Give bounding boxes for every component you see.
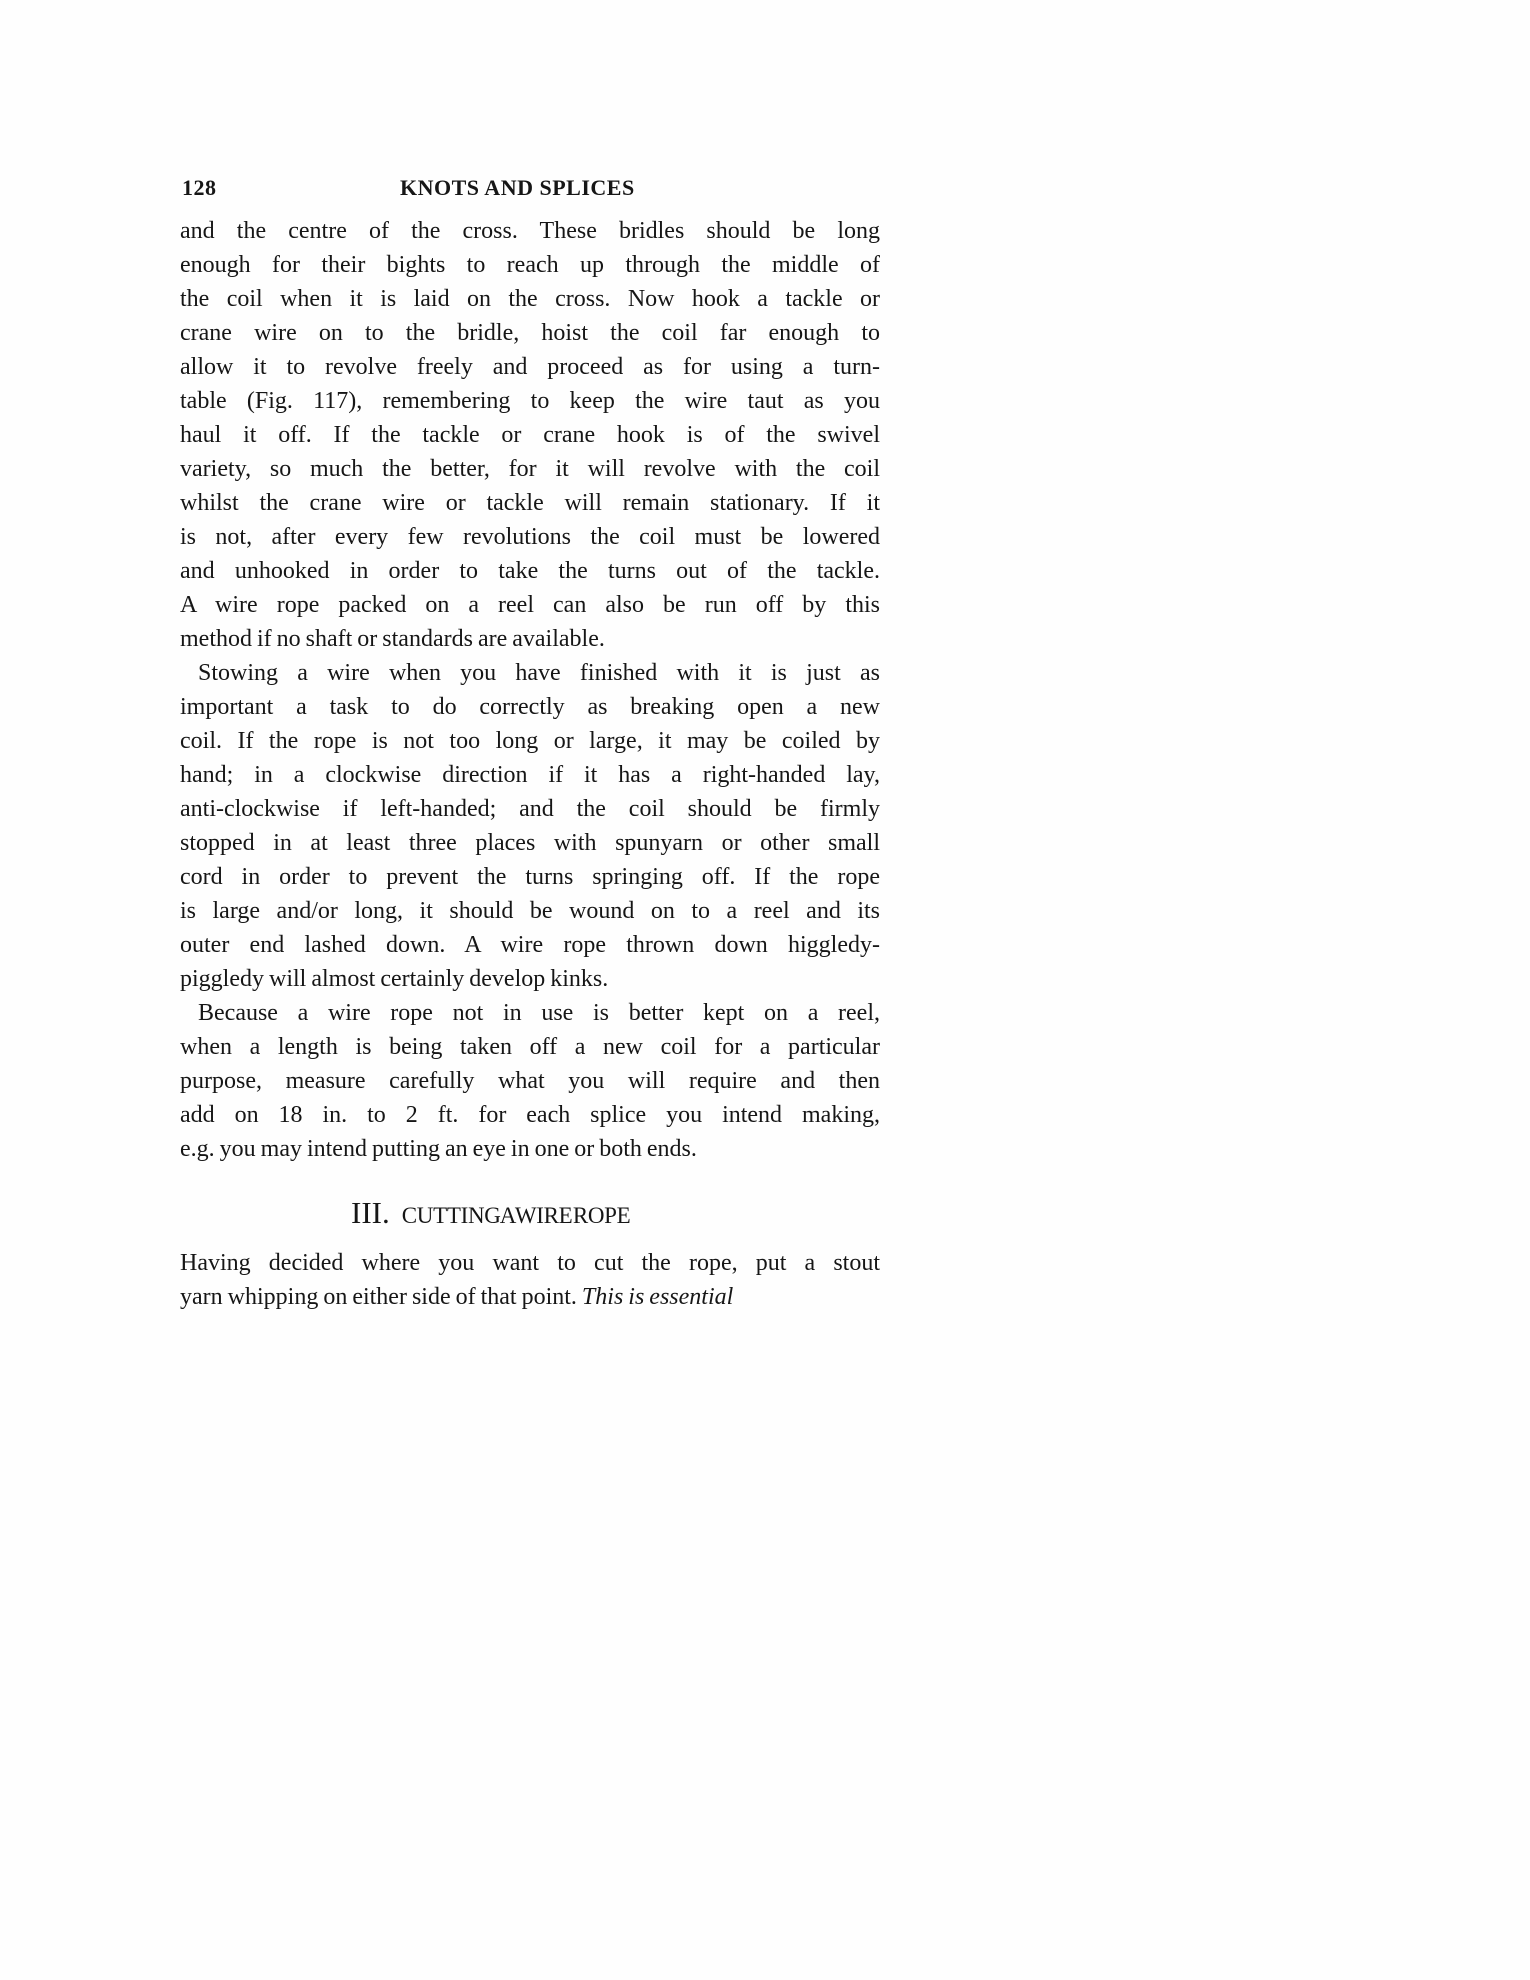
paragraph bbox=[180, 656, 880, 996]
text-line: coil. If the rope is not too long or large, it may be coiled by bbox=[180, 728, 880, 754]
running-title: KNOTS AND SPLICES bbox=[400, 175, 635, 200]
text-line: allow it to revolve freely and proceed as for using a turn- bbox=[180, 354, 880, 380]
text-line: add on 18 in. to 2 ft. for each splice you intend making, bbox=[180, 1102, 880, 1128]
text-line: is not, after every few revolutions the coil must be lowered bbox=[180, 524, 880, 550]
text-line bbox=[180, 1280, 880, 1314]
running-header bbox=[0, 176, 1530, 206]
paragraph bbox=[180, 214, 880, 656]
page-number: 128 bbox=[182, 175, 217, 200]
text-line: crane wire on to the bridle, hoist the coil far enough to bbox=[180, 320, 880, 346]
closing-paragraphs bbox=[180, 1246, 880, 1314]
text-column bbox=[180, 214, 880, 1314]
text-line: hand; in a clockwise direction if it has a right-handed lay, bbox=[180, 762, 880, 788]
paragraph bbox=[180, 996, 880, 1166]
text-line: haul it off. If the tackle or crane hook is of the swivel bbox=[180, 422, 880, 448]
italic-text: This is essential bbox=[581, 1284, 734, 1310]
text-line: the coil when it is laid on the cross. Now hook a tackle or bbox=[180, 286, 880, 312]
text-line: Because a wire rope not in use is better kept on a reel, bbox=[198, 1000, 880, 1026]
section-title: CUTTING A WIRE ROPE bbox=[401, 1203, 631, 1228]
section-numeral: III. bbox=[351, 1195, 390, 1230]
paragraph bbox=[180, 1246, 880, 1314]
text-line: important a task to do correctly as breaking open a new bbox=[180, 694, 880, 720]
text-line: stopped in at least three places with spunyarn or other small bbox=[180, 830, 880, 856]
text-line: when a length is being taken off a new coil for a particular bbox=[180, 1034, 880, 1060]
text-line: outer end lashed down. A wire rope thrown down higgledy- bbox=[180, 932, 880, 958]
text-line: Having decided where you want to cut the rope, put a stout bbox=[180, 1250, 880, 1276]
text-line: and the centre of the cross. These bridles should be long bbox=[180, 218, 880, 244]
regular-text: yarn whipping on either side of that point. bbox=[180, 1284, 582, 1310]
text-line: e.g. you may intend putting an eye in one or both ends. bbox=[180, 1136, 697, 1162]
text-line: and unhooked in order to take the turns out of the tackle. bbox=[180, 558, 880, 584]
section-heading bbox=[351, 1192, 880, 1234]
text-line: cord in order to prevent the turns springing off. If the rope bbox=[180, 864, 880, 890]
text-line: piggledy will almost certainly develop kinks. bbox=[180, 966, 609, 992]
text-line: method if no shaft or standards are available. bbox=[180, 626, 605, 652]
text-line: Stowing a wire when you have finished with it is just as bbox=[198, 660, 880, 686]
text-line: anti-clockwise if left-handed; and the coil should be firmly bbox=[180, 796, 880, 822]
text-line: whilst the crane wire or tackle will remain stationary. If it bbox=[180, 490, 880, 516]
text-line: enough for their bights to reach up through the middle of bbox=[180, 252, 880, 278]
text-line: is large and/or long, it should be wound on to a reel and its bbox=[180, 898, 880, 924]
text-line: purpose, measure carefully what you will require and then bbox=[180, 1068, 880, 1094]
text-line: table (Fig. 117), remembering to keep the wire taut as you bbox=[180, 388, 880, 414]
text-line: A wire rope packed on a reel can also be run off by this bbox=[180, 592, 880, 618]
text-line: variety, so much the better, for it will revolve with the coil bbox=[180, 456, 880, 482]
body-paragraphs bbox=[180, 214, 880, 1166]
